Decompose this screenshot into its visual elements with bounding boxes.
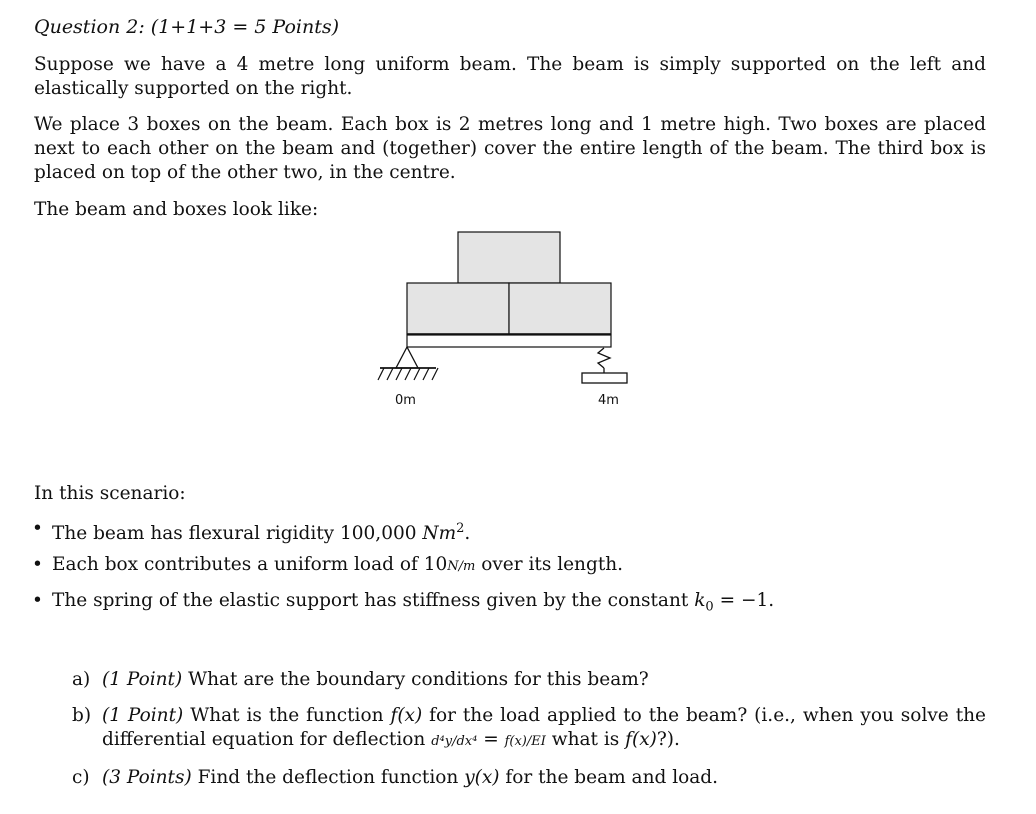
bullet-dot-icon: • — [32, 590, 43, 611]
spring-base — [582, 373, 627, 383]
scenario-bullets — [32, 517, 992, 625]
ground-hatch-icon — [378, 368, 438, 380]
question-number: Question 2: — [34, 16, 145, 38]
lower-right-box — [509, 283, 611, 334]
bullet-load: • Each box contributes a uniform load of 10N/m over its length. — [32, 554, 624, 575]
sub-questions — [70, 668, 986, 802]
intro-paragraph: Suppose we have a 4 metre long uniform beam. The beam is simply supported on the left and elastically supported on the right. — [34, 54, 986, 99]
beam-diagram — [360, 220, 660, 420]
top-box — [458, 232, 560, 283]
spring-icon — [598, 348, 610, 368]
question-c: c) (3 Points) Find the deflection function y(x) for the beam and load. — [72, 767, 719, 788]
question-b: b) (1 Point) What is the function f(x) for the load applied to the beam? (i.e., when you solve the differential equation for deflection d⁴y/dx⁴ = f(x)/EI what is f(x)?). — [72, 705, 986, 750]
label-4m: 4m — [598, 393, 619, 408]
pin-support-icon — [396, 347, 418, 368]
question-heading — [34, 16, 339, 38]
question-a: a) (1 Point) What are the boundary conditions for this beam? — [72, 669, 649, 690]
diagram-caption: The beam and boxes look like: — [34, 199, 319, 220]
question-points: (1+1+3 = 5 Points) — [150, 16, 339, 38]
boxes-paragraph: We place 3 boxes on the beam. Each box is 2 metres long and 1 metre high. Two boxes are placed next to each other on the beam and (together) cover the entire length of the beam. The third box is placed on top of the other two, in the centre. — [34, 114, 986, 183]
beam — [407, 335, 611, 347]
bullet-dot-icon: • — [32, 554, 43, 575]
bullet-dot-icon: • — [32, 518, 43, 539]
scenario-label: In this scenario: — [34, 483, 186, 504]
bullet-spring: • The spring of the elastic support has stiffness given by the constant $k_0 = -1$. — [32, 590, 775, 615]
lower-left-box — [407, 283, 509, 334]
label-0m: 0m — [395, 393, 416, 408]
bullet-rigidity: • The beam has flexural rigidity 100,000 Nm$^2$. — [32, 518, 471, 545]
